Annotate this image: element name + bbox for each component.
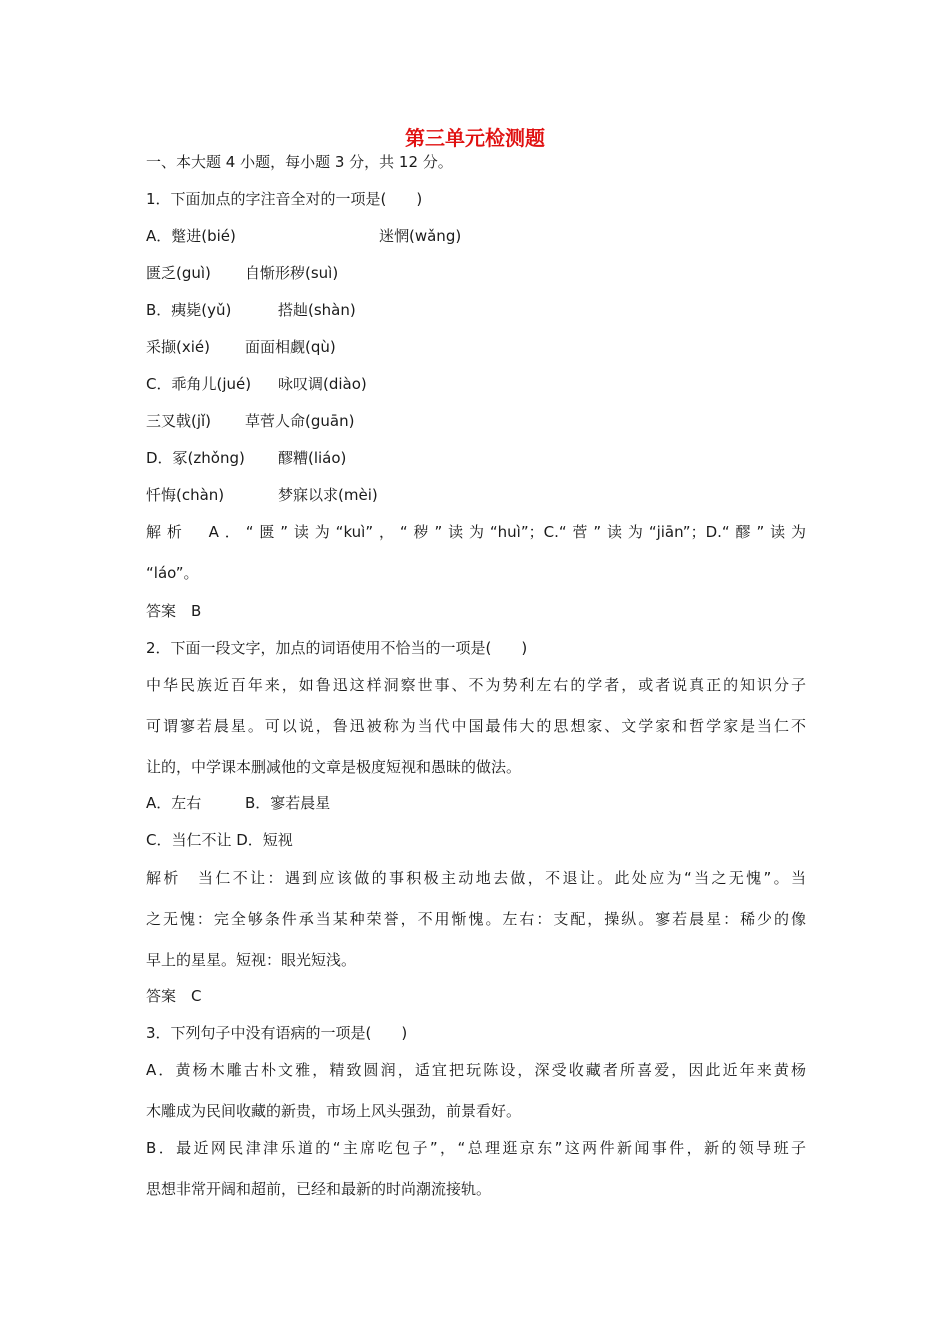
option-a-part-2: 迷惘(wǎng) [379, 227, 462, 245]
option-d-part-1: D．冢(zhǒng) [146, 449, 245, 467]
q2-option-b: B．寥若晨星 [245, 794, 331, 812]
q2-explanation-line-2: 之无愧：完全够条件承当某种荣誉，不用惭愧。左右：支配，操纵。寥若晨星：稀少的像 [146, 910, 806, 928]
q1-explanation-line-1: 解析 A．“匮”读为“kuì”，“秽”读为“huì”；C.“菅”读为“jiān”；D.“醪”读为 [146, 523, 806, 541]
q2-passage-line-1: 中华民族近百年来，如鲁迅这样洞察世事、不为势利左右的学者，或者说真正的知识分子 [146, 676, 806, 694]
q1-explanation-line-2: “láo”。 [146, 564, 199, 582]
option-a-part-4: 自惭形秽(suì) [245, 264, 339, 282]
option-d-line-2 [146, 485, 806, 505]
option-c-part-1: C．乖角儿(jué) [146, 375, 252, 393]
option-b-part-4: 面面相觑(qù) [245, 338, 336, 356]
section-heading: 一、本大题 4 小题，每小题 3 分，共 12 分。 [146, 153, 453, 171]
option-a-line-2 [146, 263, 806, 283]
q3-option-a-line-2: 木雕成为民间收藏的新贵，市场上风头强劲，前景看好。 [146, 1102, 522, 1120]
option-a-part-1: A．蹩进(bié) [146, 227, 236, 245]
option-d-part-3: 忏悔(chàn) [146, 486, 225, 504]
option-d-line-1 [146, 448, 806, 468]
q2-answer: 答案 C [146, 987, 202, 1005]
option-b-line-1 [146, 300, 806, 320]
q2-options-line-2: C．当仁不让 D．短视 [146, 831, 293, 849]
option-d-part-2: 醪糟(liáo) [278, 449, 347, 467]
option-a-part-3: 匮乏(guì) [146, 264, 211, 282]
question-3-stem: 3．下列句子中没有语病的一项是( ) [146, 1024, 408, 1042]
option-a-line-1 [146, 226, 806, 246]
option-d-part-4: 梦寐以求(mèi) [278, 486, 378, 504]
q2-passage-line-2: 可谓寥若晨星。可以说，鲁迅被称为当代中国最伟大的思想家、文学家和哲学家是当仁不 [146, 717, 806, 735]
option-c-part-2: 咏叹调(diào) [278, 375, 367, 393]
option-b-part-3: 采撷(xié) [146, 338, 210, 356]
option-b-part-2: 搭赸(shàn) [278, 301, 356, 319]
q3-option-a-line-1: A．黄杨木雕古朴文雅，精致圆润，适宜把玩陈设，深受收藏者所喜爱，因此近年来黄杨 [146, 1061, 806, 1079]
q2-explanation-line-1: 解析 当仁不让：遇到应该做的事积极主动地去做，不退让。此处应为“当之无愧”。当 [146, 869, 806, 887]
option-b-line-2 [146, 337, 806, 357]
option-c-part-3: 三叉戟(jǐ) [146, 412, 212, 430]
document-title: 第三单元检测题 [405, 126, 545, 150]
option-b-part-1: B．痍毙(yǔ) [146, 301, 232, 319]
q2-option-a: A．左右 [146, 794, 202, 812]
question-2-stem: 2．下面一段文字，加点的词语使用不恰当的一项是( ) [146, 639, 528, 657]
q3-option-b-line-2: 思想非常开阔和超前，已经和最新的时尚潮流接轨。 [146, 1180, 492, 1198]
option-c-line-1 [146, 374, 806, 394]
option-c-part-4: 草菅人命(guān) [245, 412, 355, 430]
q3-option-b-line-1: B．最近网民津津乐道的“主席吃包子”，“总理逛京东”这两件新闻事件，新的领导班子 [146, 1139, 806, 1157]
q2-explanation-line-3: 早上的星星。短视：眼光短浅。 [146, 951, 357, 969]
q1-answer: 答案 B [146, 602, 202, 620]
q2-options-line-1 [146, 793, 806, 813]
q2-passage-line-3: 让的，中学课本删减他的文章是极度短视和愚昧的做法。 [146, 758, 522, 776]
option-c-line-2 [146, 411, 806, 431]
question-1-stem: 1．下面加点的字注音全对的一项是( ) [146, 190, 423, 208]
